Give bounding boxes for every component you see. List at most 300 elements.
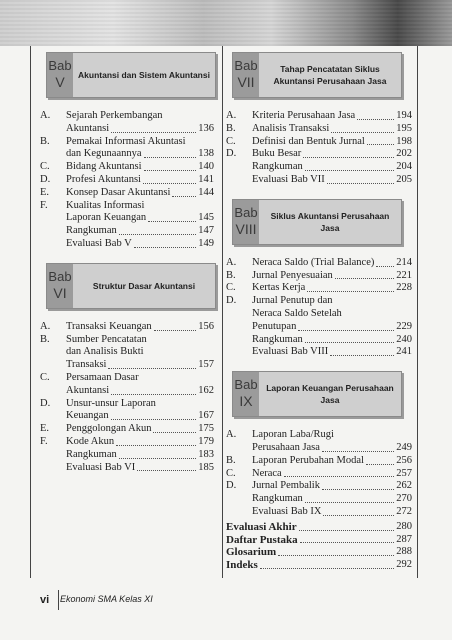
entry-text: Jurnal Penutup dan	[252, 295, 333, 307]
toc-entry[interactable]	[226, 493, 412, 506]
entry-text-wrap	[66, 372, 214, 385]
chapter-title: Tahap Pencatatan Siklus Akuntansi Perusahaan Jasa	[273, 64, 387, 86]
entry-text: Evaluasi Bab VIII	[252, 346, 329, 358]
chapter-tab	[233, 200, 259, 244]
entry-text-wrap	[252, 480, 412, 493]
toc-entry-line	[226, 308, 412, 321]
entry-page: 229	[396, 320, 412, 332]
toc-entry-line	[226, 334, 412, 347]
toc-entry-line	[40, 174, 214, 187]
entry-text-wrap	[226, 559, 412, 572]
entry-text: Rangkuman	[66, 448, 117, 460]
dot-leader	[134, 247, 197, 248]
entry-text-wrap	[252, 161, 412, 174]
entry-letter: C.	[226, 467, 236, 479]
toc-entry-line	[40, 372, 214, 385]
dot-leader	[327, 183, 395, 184]
toc-entry[interactable]	[226, 148, 412, 161]
entry-text: Indeks	[226, 559, 258, 572]
dot-leader	[144, 170, 197, 171]
entry-text: Definisi dan Bentuk Jurnal	[252, 135, 365, 147]
entry-text: Kualitas Informasi	[66, 199, 145, 211]
entry-page: 145	[198, 212, 214, 224]
toc-entry[interactable]	[40, 174, 214, 187]
toc-entry-line	[40, 398, 214, 411]
entry-page: 262	[396, 480, 412, 492]
entry-text: Transaksi Keuangan	[66, 320, 152, 332]
dot-leader	[307, 291, 394, 292]
toc-entry[interactable]	[226, 110, 412, 123]
entry-text: Laporan Keuangan	[66, 212, 147, 224]
entry-page: 270	[396, 493, 412, 505]
toc-entry-line	[226, 346, 412, 359]
chapter-number: IX	[239, 393, 253, 410]
toc-entry-line	[226, 123, 412, 136]
entry-text: dan Analisis Bukti	[66, 346, 144, 358]
toc-entry[interactable]	[40, 398, 214, 424]
dot-leader	[335, 278, 394, 279]
chapter-title: Akuntansi dan Sistem Akuntansi	[78, 70, 210, 80]
toc-entry-line	[226, 493, 412, 506]
dot-leader	[143, 183, 196, 184]
toc-entry-line	[226, 161, 412, 174]
entry-page: 194	[396, 110, 412, 121]
entry-text-wrap	[66, 462, 214, 475]
entry-text: Kertas Kerja	[252, 282, 306, 294]
entry-text-wrap	[66, 238, 214, 251]
dot-leader	[331, 132, 394, 133]
entry-page: 147	[198, 225, 214, 237]
chapter-header	[46, 263, 216, 309]
dot-leader	[284, 476, 395, 477]
toc-list	[40, 321, 214, 475]
entry-text: Evaluasi Bab VII	[252, 173, 325, 185]
dot-leader	[322, 489, 394, 490]
entry-letter: D.	[40, 397, 51, 409]
toc-entry-line	[40, 148, 214, 161]
dot-leader	[144, 157, 197, 158]
entry-text-wrap	[66, 321, 214, 334]
toc-left-column	[40, 52, 214, 474]
entry-letter: D.	[226, 480, 237, 492]
entry-letter: B.	[40, 135, 50, 147]
entry-text: Kriteria Perusahaan Jasa	[252, 110, 356, 121]
entry-letter: C.	[226, 135, 236, 147]
entry-page: 280	[396, 520, 412, 532]
chapter-title: Siklus Akuntansi Perusahaan Jasa	[270, 210, 390, 233]
entry-text-wrap	[252, 493, 412, 506]
footer-book-title: Ekonomi SMA Kelas XI	[60, 594, 153, 604]
entry-letter: B.	[226, 269, 236, 281]
entry-text: Jurnal Pembalik	[252, 480, 320, 492]
entry-text: Jurnal Penyesuaian	[252, 269, 333, 281]
toc-entry-line	[226, 429, 412, 442]
toc-entry-line	[226, 174, 412, 187]
entry-text-wrap	[252, 346, 412, 359]
entry-text: Unsur-unsur Laporan	[66, 397, 156, 409]
entry-text-wrap	[66, 161, 214, 174]
entry-letter: A.	[40, 320, 51, 332]
chapter-title: Struktur Dasar Akuntansi	[92, 280, 196, 291]
entry-text: Sumber Pencatatan	[66, 333, 147, 345]
entry-page: 241	[396, 346, 412, 358]
toc-entry[interactable]	[226, 257, 412, 270]
chapter-tab	[47, 53, 73, 97]
entry-letter: E.	[40, 186, 50, 198]
entry-page: 138	[198, 148, 214, 160]
entry-page: 214	[396, 256, 412, 268]
entry-page: 141	[198, 173, 214, 185]
entry-letter: B.	[40, 333, 50, 345]
toc-entry-line	[226, 506, 412, 519]
toc-entry-line	[226, 480, 412, 493]
entry-text: Evaluasi Bab V	[66, 237, 132, 249]
entry-text: Kode Akun	[66, 435, 115, 447]
entry-letter: E.	[40, 423, 50, 435]
toc-entry-line	[226, 468, 412, 481]
toc-entry[interactable]	[226, 334, 412, 347]
entry-text: Profesi Akuntansi	[66, 173, 141, 185]
toc-entry-line	[40, 225, 214, 238]
entry-text-wrap	[66, 225, 214, 238]
entry-text-wrap	[252, 136, 412, 149]
dot-leader	[111, 132, 196, 133]
entry-text-wrap	[66, 359, 214, 372]
entry-text: Daftar Pustaka	[226, 533, 298, 546]
chapter-word: Bab	[48, 58, 72, 73]
entry-letter: C.	[40, 161, 50, 173]
chapter-number: VI	[53, 284, 67, 301]
entry-text-wrap	[66, 385, 214, 398]
entry-text: Konsep Dasar Akuntansi	[66, 186, 171, 198]
toc-entry[interactable]	[226, 161, 412, 174]
column-divider-center	[222, 46, 223, 578]
back-matter-entry[interactable]	[226, 521, 412, 534]
toc-entry-line	[226, 295, 412, 308]
entry-page: 198	[396, 135, 412, 147]
chapter-word: Bab	[234, 204, 258, 220]
entry-text: Neraca	[252, 467, 282, 479]
entry-text: Buku Besar	[252, 148, 302, 160]
dot-leader	[357, 119, 394, 120]
toc-entry-line	[40, 462, 214, 475]
dot-leader	[172, 196, 196, 197]
dot-leader	[305, 342, 395, 343]
entry-text-wrap	[252, 455, 412, 468]
entry-text-wrap	[66, 449, 214, 462]
entry-text-wrap	[66, 423, 214, 436]
entry-text: Penutupan	[252, 320, 297, 332]
toc-entry[interactable]	[40, 436, 214, 449]
toc-entry[interactable]	[226, 136, 412, 149]
toc-entry[interactable]	[226, 506, 412, 519]
back-matter-entry[interactable]	[226, 534, 412, 547]
column-divider-right	[417, 46, 418, 578]
toc-entry-line	[40, 334, 214, 347]
entry-text-wrap	[252, 295, 412, 308]
chapter-tab	[233, 372, 259, 416]
entry-text-wrap	[252, 123, 412, 136]
entry-text: Rangkuman	[252, 333, 303, 345]
toc-entry-line	[40, 187, 214, 200]
dot-leader	[116, 445, 196, 446]
chapter-header	[232, 52, 402, 98]
entry-page: 228	[396, 282, 412, 294]
chapter-word: Bab	[234, 58, 258, 73]
chapter-header	[46, 52, 216, 98]
toc-entry-line	[40, 410, 214, 423]
toc-entry[interactable]	[40, 462, 214, 475]
dot-leader	[260, 568, 394, 569]
dot-leader	[376, 266, 394, 267]
back-matter-list	[226, 521, 412, 572]
toc-entry[interactable]	[226, 468, 412, 481]
dot-leader	[119, 234, 197, 235]
entry-page: 288	[396, 546, 412, 558]
chapter-header	[232, 199, 402, 245]
dot-leader	[330, 355, 394, 356]
toc-entry-line	[40, 123, 214, 136]
entry-text-wrap	[66, 136, 214, 149]
toc-list	[226, 257, 412, 359]
entry-text-wrap	[226, 521, 412, 534]
dot-leader	[119, 458, 197, 459]
dot-leader	[305, 502, 395, 503]
toc-entry[interactable]	[226, 346, 412, 359]
entry-text: Rangkuman	[66, 225, 117, 237]
dot-leader	[278, 555, 394, 556]
entry-letter: D.	[40, 173, 51, 185]
toc-entry-line	[226, 455, 412, 468]
entry-letter: D.	[226, 295, 237, 307]
toc-entry[interactable]	[40, 449, 214, 462]
entry-page: 162	[198, 384, 214, 396]
toc-entry-line	[40, 136, 214, 149]
entry-text: Analisis Transaksi	[252, 122, 330, 134]
toc-list	[226, 110, 412, 187]
entry-text-wrap	[66, 123, 214, 136]
back-matter-entry[interactable]	[226, 546, 412, 559]
entry-page: 240	[396, 333, 412, 345]
entry-text-wrap	[226, 534, 412, 547]
entry-text-wrap	[66, 410, 214, 423]
back-matter-entry[interactable]	[226, 559, 412, 572]
entry-text: Evaluasi Bab IX	[252, 505, 322, 517]
entry-text-wrap	[252, 429, 412, 442]
dot-leader	[137, 470, 196, 471]
entry-letter: F.	[40, 435, 48, 447]
entry-page: 156	[198, 320, 214, 332]
chapter-tab	[233, 53, 259, 97]
entry-text: Persamaan Dasar	[66, 371, 139, 383]
entry-text-wrap	[252, 148, 412, 161]
toc-entry[interactable]	[226, 174, 412, 187]
entry-text: Keuangan	[66, 410, 109, 422]
dot-leader	[154, 330, 197, 331]
entry-page: 167	[198, 410, 214, 422]
chapter-word: Bab	[234, 377, 258, 393]
toc-entry[interactable]	[40, 200, 214, 226]
dot-leader	[322, 451, 394, 452]
entry-letter: A.	[226, 256, 237, 268]
toc-entry[interactable]	[40, 225, 214, 238]
entry-text-wrap	[252, 270, 412, 283]
entry-text-wrap	[252, 321, 412, 334]
entry-page: 185	[198, 461, 214, 473]
entry-text: Neraca Saldo (Trial Balance)	[252, 256, 375, 268]
entry-page: 183	[198, 448, 214, 460]
toc-entry-line	[40, 321, 214, 334]
entry-text-wrap	[66, 200, 214, 213]
toc-entry[interactable]	[226, 282, 412, 295]
entry-text-wrap	[66, 148, 214, 161]
entry-text: Glosarium	[226, 546, 277, 559]
toc-entry-line	[226, 257, 412, 270]
toc-entry[interactable]	[226, 455, 412, 468]
column-divider-left	[30, 46, 31, 578]
entry-text-wrap	[252, 468, 412, 481]
entry-text: Akuntansi	[66, 122, 110, 134]
toc-entry-line	[40, 110, 214, 123]
toc-entry[interactable]	[40, 187, 214, 200]
toc-entry[interactable]	[40, 161, 214, 174]
toc-entry-line	[40, 200, 214, 213]
entry-letter: C.	[226, 282, 236, 294]
toc-entry-line	[226, 270, 412, 283]
chapter-title: Laporan Keuangan Perusahaan Jasa	[266, 383, 394, 406]
dot-leader	[148, 221, 196, 222]
entry-letter: B.	[226, 122, 236, 134]
entry-page: 287	[396, 533, 412, 545]
dot-leader	[299, 530, 395, 531]
toc-entry-line	[226, 282, 412, 295]
toc-entry[interactable]	[40, 423, 214, 436]
toc-entry-line	[40, 423, 214, 436]
entry-text: Evaluasi Bab VI	[66, 461, 136, 473]
entry-text-wrap	[252, 110, 412, 123]
toc-list	[226, 429, 412, 519]
entry-text: dan Kegunaannya	[66, 148, 142, 160]
entry-page: 292	[396, 559, 412, 571]
entry-text-wrap	[252, 442, 412, 455]
entry-letter: A.	[40, 110, 51, 121]
toc-entry[interactable]	[40, 136, 214, 162]
entry-page: 205	[396, 173, 412, 185]
entry-text-wrap	[66, 174, 214, 187]
entry-text-wrap	[252, 334, 412, 347]
entry-letter: A.	[226, 429, 237, 441]
entry-letter: B.	[226, 454, 236, 466]
dot-leader	[298, 330, 394, 331]
toc-entry-line	[226, 110, 412, 123]
entry-page: 179	[198, 435, 214, 447]
entry-page: 136	[198, 122, 214, 134]
entry-page: 149	[198, 237, 214, 249]
toc-entry[interactable]	[226, 480, 412, 493]
chapter-number: V	[55, 74, 65, 90]
dot-leader	[108, 368, 196, 369]
entry-text: Perusahaan Jasa	[252, 441, 320, 453]
toc-entry[interactable]	[226, 429, 412, 455]
entry-text-wrap	[66, 212, 214, 225]
entry-page: 221	[396, 269, 412, 281]
chapter-number: VII	[237, 74, 255, 90]
entry-text: Neraca Saldo Setelah	[252, 307, 342, 319]
entry-text: Rangkuman	[252, 493, 303, 505]
footer-divider	[58, 590, 59, 610]
toc-entry-line	[226, 442, 412, 455]
dot-leader	[305, 170, 395, 171]
toc-right-column	[226, 52, 412, 572]
toc-entry[interactable]	[40, 334, 214, 372]
toc-entry-line	[40, 359, 214, 372]
toc-entry[interactable]	[226, 295, 412, 333]
entry-letter: F.	[40, 199, 48, 211]
toc-entry[interactable]	[40, 372, 214, 398]
entry-page: 195	[396, 122, 412, 134]
toc-entry-line	[40, 212, 214, 225]
entry-text: Akuntansi	[66, 384, 110, 396]
entry-text-wrap	[252, 308, 412, 321]
toc-entry-line	[40, 161, 214, 174]
dot-leader	[111, 394, 196, 395]
toc-entry-line	[40, 436, 214, 449]
toc-entry-line	[40, 346, 214, 359]
entry-page: 175	[198, 423, 214, 435]
entry-text-wrap	[252, 282, 412, 295]
entry-page: 202	[396, 148, 412, 160]
toc-entry[interactable]	[40, 238, 214, 251]
toc-entry-line	[226, 148, 412, 161]
entry-page: 257	[396, 467, 412, 479]
entry-text-wrap	[66, 187, 214, 200]
entry-page: 256	[396, 454, 412, 466]
dot-leader	[367, 144, 394, 145]
entry-text-wrap	[252, 257, 412, 270]
entry-page: 249	[396, 441, 412, 453]
entry-letter: A.	[226, 110, 237, 121]
entry-text: Pemakai Informasi Akuntasi	[66, 135, 186, 147]
entry-text-wrap	[226, 546, 412, 559]
entry-page: 140	[198, 161, 214, 173]
entry-text: Laporan Laba/Rugi	[252, 429, 334, 441]
dot-leader	[153, 432, 196, 433]
entry-letter: D.	[226, 148, 237, 160]
entry-text-wrap	[252, 174, 412, 187]
toc-entry[interactable]	[40, 110, 214, 136]
chapter-word: Bab	[48, 268, 72, 284]
toc-entry[interactable]	[226, 270, 412, 283]
entry-text: Transaksi	[66, 359, 107, 371]
entry-text-wrap	[252, 506, 412, 519]
entry-text: Laporan Perubahan Modal	[252, 454, 364, 466]
entry-page: 144	[198, 186, 214, 198]
toc-entry-line	[40, 238, 214, 251]
entry-page: 157	[198, 359, 214, 371]
entry-text: Rangkuman	[252, 161, 303, 173]
page-number: vi	[40, 594, 50, 606]
entry-text-wrap	[66, 436, 214, 449]
toc-entry[interactable]	[226, 123, 412, 136]
chapter-tab	[47, 264, 73, 308]
toc-entry-line	[40, 449, 214, 462]
toc-entry[interactable]	[40, 321, 214, 334]
entry-text-wrap	[66, 334, 214, 347]
header-photo	[0, 0, 452, 46]
entry-page: 272	[396, 505, 412, 517]
entry-text: Bidang Akuntansi	[66, 161, 142, 173]
dot-leader	[366, 464, 394, 465]
